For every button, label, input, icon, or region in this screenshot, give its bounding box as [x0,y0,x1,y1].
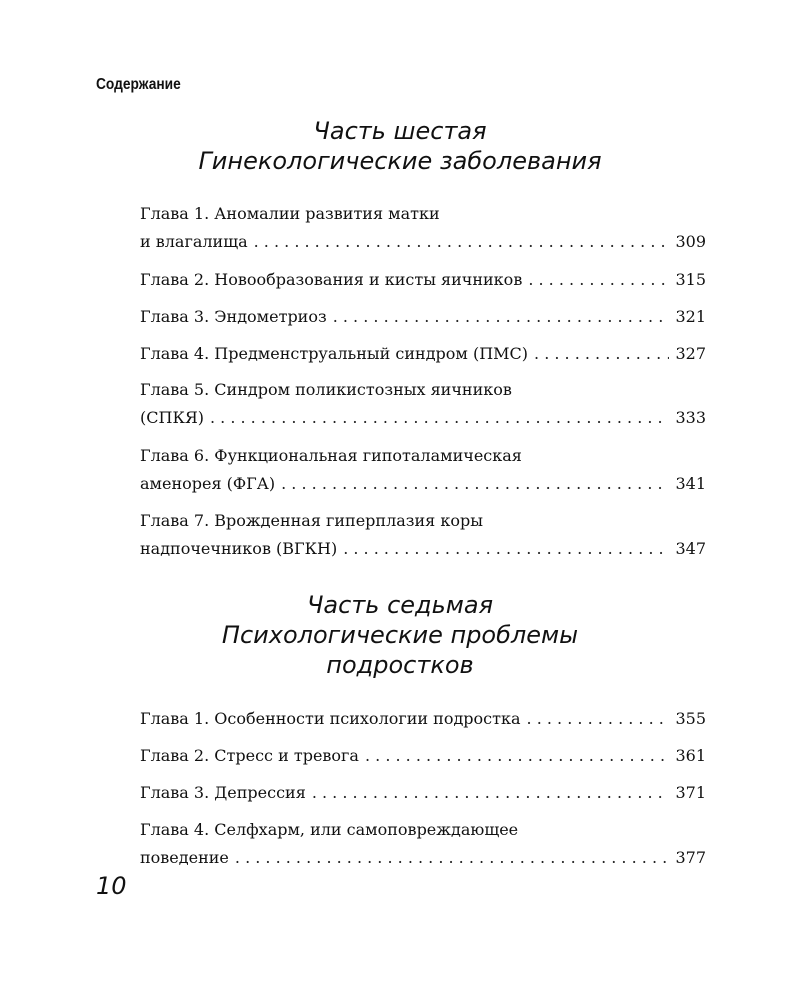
part-7-number: Часть седьмая [306,591,494,619]
toc-entry-p7-ch4[interactable] [140,816,706,872]
toc-entry-p6-ch5[interactable] [140,376,706,432]
part-6-number: Часть шестая [313,117,487,145]
part-6-name: Гинекологические заболевания [198,147,602,175]
toc-entry-p6-ch2[interactable] [140,266,706,294]
toc-entry-p7-ch1[interactable] [140,705,706,733]
toc-entry-p6-ch7[interactable] [140,507,706,563]
toc-page-number: 355 [675,709,706,728]
dot-leader [333,303,670,331]
dot-leader [312,779,670,807]
toc-entry-title: Глава 6. Функциональная гипоталамическая [140,446,522,465]
toc-entry-title: Глава 3. Депрессия [140,783,306,802]
toc-entry-p6-ch1[interactable] [140,200,706,256]
toc-entry-title: Глава 2. Стресс и тревога [140,746,359,765]
dot-leader [235,844,670,872]
toc-entry-p6-ch6[interactable] [140,442,706,498]
toc-page-number: 377 [675,848,706,867]
dot-leader [281,470,669,498]
toc-entry-title-cont: поведение [140,848,229,867]
running-title: Содержание [96,76,181,93]
dot-leader [254,228,670,256]
part-7-name-cont: подростков [326,651,474,679]
toc-entry-title-cont: аменорея (ФГА) [140,474,276,493]
toc-entry-title: Глава 3. Эндометриоз [140,307,327,326]
toc-page-number: 321 [675,307,706,326]
toc-entry-title: Глава 5. Синдром поликистозных яичников [140,380,512,399]
part-7-title [0,590,800,680]
toc-entry-title: Глава 4. Предменструальный синдром (ПМС) [140,344,529,363]
toc-entry-p6-ch3[interactable] [140,303,706,331]
toc-entry-title-cont: (СПКЯ) [140,408,204,427]
dot-leader [534,340,669,368]
toc-page-number: 361 [675,746,706,765]
toc-entry-title-cont: надпочечников (ВГКН) [140,539,338,558]
dot-leader [527,705,670,733]
toc-page-number: 347 [675,539,706,558]
toc-entry-title: Глава 2. Новообразования и кисты яичников [140,270,523,289]
toc-entry-p7-ch3[interactable] [140,779,706,807]
toc-page-number: 327 [675,344,706,363]
page-number: 10 [96,872,127,900]
toc-page-number: 333 [675,408,706,427]
toc-page-number: 309 [675,232,706,251]
part-6-toc-list [140,200,706,256]
toc-entry-title: Глава 7. Врожденная гиперплазия коры [140,511,483,530]
toc-entry-p6-ch4[interactable] [140,340,706,368]
toc-entry-title-cont: и влагалища [140,232,248,251]
toc-entry-title: Глава 1. Особенности психологии подростка [140,709,521,728]
part-6-title [0,116,800,176]
toc-page-number: 341 [675,474,706,493]
toc-page-number: 371 [675,783,706,802]
dot-leader [528,266,669,294]
dot-leader [210,404,669,432]
toc-entry-p7-ch2[interactable] [140,742,706,770]
toc-page-number: 315 [675,270,706,289]
dot-leader [365,742,669,770]
toc-entry-title: Глава 1. Аномалии развития матки [140,204,440,223]
toc-entry-title: Глава 4. Селфхарм, или самоповреждающее [140,820,519,839]
part-7-name: Психологические проблемы [221,621,579,649]
dot-leader [343,535,669,563]
